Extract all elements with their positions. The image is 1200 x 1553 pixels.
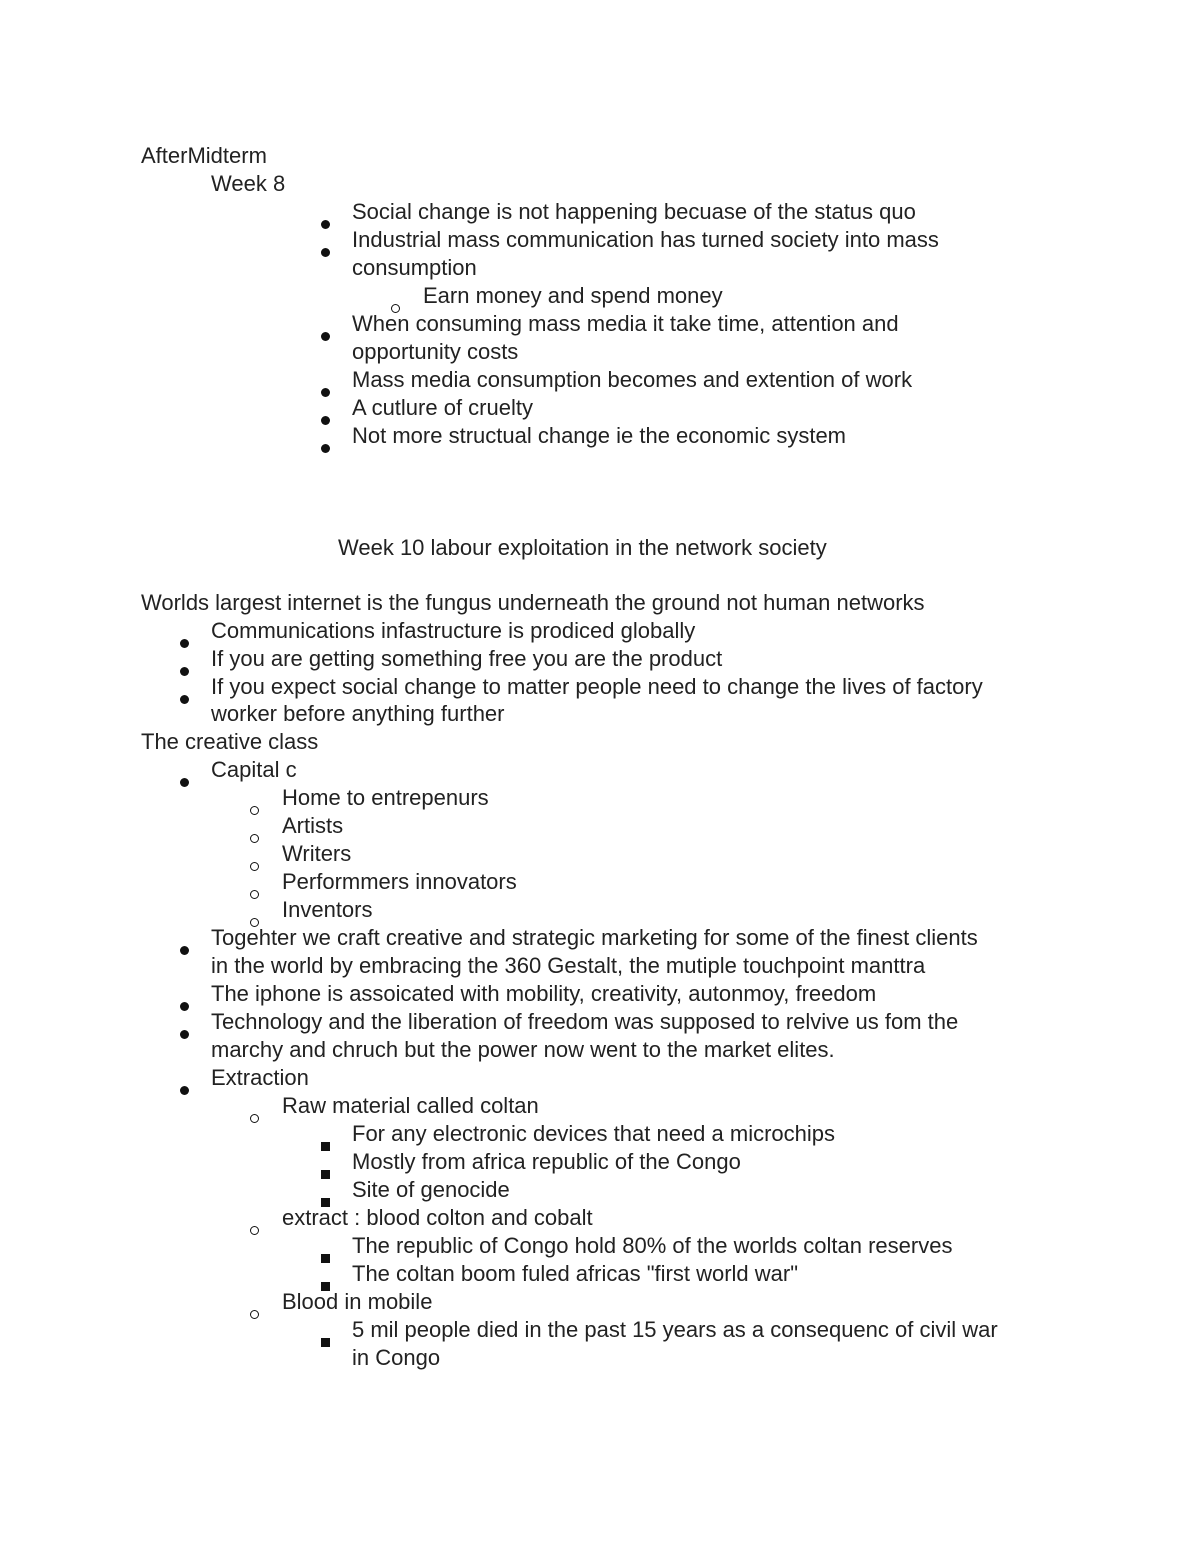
list-item: Not more structual change ie the economic system bbox=[352, 423, 847, 448]
list-item: If you expect social change to matter people need to change the lives of factory bbox=[211, 674, 983, 699]
paragraph: Worlds largest internet is the fungus underneath the ground not human networks bbox=[141, 590, 925, 615]
bullet-disc-icon bbox=[180, 655, 189, 683]
section-heading: The creative class bbox=[141, 729, 319, 754]
list-item: A cutlure of cruelty bbox=[352, 395, 533, 420]
list-item: Social change is not happening becuase of the status quo bbox=[352, 199, 916, 224]
list-item: Mass media consumption becomes and extention of work bbox=[352, 367, 913, 392]
bullet-square-icon bbox=[321, 1326, 330, 1354]
sub-list-item: Inventors bbox=[282, 897, 373, 922]
bullet-disc-icon bbox=[321, 432, 330, 460]
bullet-disc-icon bbox=[321, 320, 330, 348]
bullet-disc-icon bbox=[321, 376, 330, 404]
bullet-disc-icon bbox=[180, 990, 189, 1018]
sub-sub-list-item: Site of genocide bbox=[352, 1177, 510, 1202]
bullet-disc-icon bbox=[180, 766, 189, 794]
bullet-disc-icon bbox=[180, 1074, 189, 1102]
sub-sub-list-item: For any electronic devices that need a microchips bbox=[352, 1121, 836, 1146]
list-item: Extraction bbox=[211, 1065, 309, 1090]
list-item-continuation: worker before anything further bbox=[211, 701, 505, 726]
sub-list-item: Performmers innovators bbox=[282, 869, 517, 894]
list-item: When consuming mass media it take time, attention and bbox=[352, 311, 899, 336]
bullet-disc-icon bbox=[321, 208, 330, 236]
list-item-continuation: in Congo bbox=[352, 1345, 441, 1370]
sub-list-item: Writers bbox=[282, 841, 352, 866]
bullet-disc-icon bbox=[180, 1018, 189, 1046]
bullet-circle-icon bbox=[250, 850, 259, 878]
bullet-circle-icon bbox=[250, 1102, 259, 1130]
bullet-disc-icon bbox=[180, 683, 189, 711]
list-item: Capital c bbox=[211, 757, 297, 782]
list-item: Industrial mass communication has turned society into mass bbox=[352, 227, 939, 252]
week8-heading: Week 8 bbox=[211, 171, 286, 196]
sub-sub-list-item: The coltan boom fuled africas "first world war" bbox=[352, 1261, 799, 1286]
sub-sub-list-item: Mostly from africa republic of the Congo bbox=[352, 1149, 741, 1174]
bullet-disc-icon bbox=[321, 236, 330, 264]
bullet-square-icon bbox=[321, 1158, 330, 1186]
bullet-circle-icon bbox=[250, 878, 259, 906]
bullet-square-icon bbox=[321, 1130, 330, 1158]
sub-list-item: Blood in mobile bbox=[282, 1289, 433, 1314]
list-item-continuation: in the world by embracing the 360 Gestalt, the mutiple touchpoint manttra bbox=[211, 953, 926, 978]
list-item: The iphone is assoicated with mobility, creativity, autonmoy, freedom bbox=[211, 981, 877, 1006]
bullet-circle-icon bbox=[250, 822, 259, 850]
list-item-continuation: consumption bbox=[352, 255, 477, 280]
list-item: Communications infastructure is prodiced globally bbox=[211, 618, 696, 643]
bullet-circle-icon bbox=[250, 1214, 259, 1242]
bullet-circle-icon bbox=[250, 1298, 259, 1326]
sub-list-item: Artists bbox=[282, 813, 344, 838]
list-item-continuation: marchy and chruch but the power now went to the market elites. bbox=[211, 1037, 835, 1062]
week10-heading: Week 10 labour exploitation in the network society bbox=[338, 535, 827, 560]
bullet-circle-icon bbox=[250, 794, 259, 822]
sub-list-item: Raw material called coltan bbox=[282, 1093, 539, 1118]
sub-list-item: Earn money and spend money bbox=[423, 283, 723, 308]
list-item: Technology and the liberation of freedom was supposed to relvive us fom the bbox=[211, 1009, 959, 1034]
list-item-continuation: opportunity costs bbox=[352, 339, 519, 364]
bullet-disc-icon bbox=[321, 404, 330, 432]
doc-title: AfterMidterm bbox=[141, 143, 267, 168]
sub-sub-list-item: The republic of Congo hold 80% of the worlds coltan reserves bbox=[352, 1233, 953, 1258]
bullet-square-icon bbox=[321, 1242, 330, 1270]
list-item: Togehter we craft creative and strategic marketing for some of the finest clients bbox=[211, 925, 978, 950]
list-item: If you are getting something free you are the product bbox=[211, 646, 723, 671]
sub-list-item: Home to entrepenurs bbox=[282, 785, 489, 810]
bullet-disc-icon bbox=[180, 934, 189, 962]
bullet-disc-icon bbox=[180, 627, 189, 655]
sub-list-item: extract : blood colton and cobalt bbox=[282, 1205, 593, 1230]
sub-sub-list-item: 5 mil people died in the past 15 years as a consequenc of civil war bbox=[352, 1317, 998, 1342]
